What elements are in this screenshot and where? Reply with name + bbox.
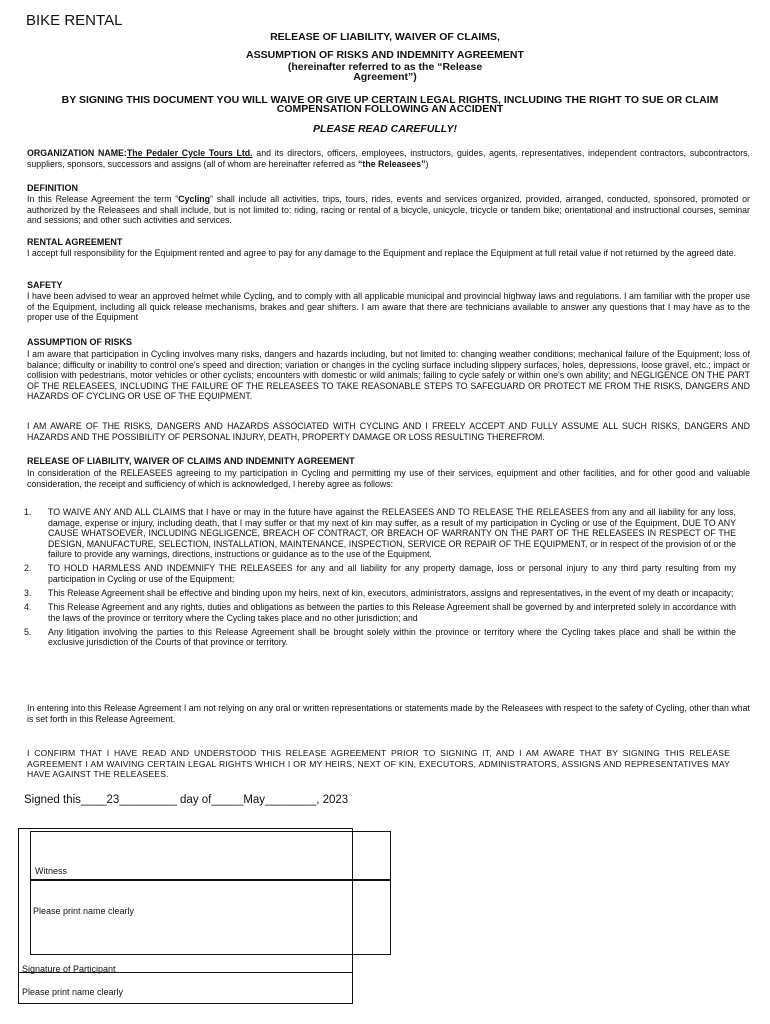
risks-paragraph: I am aware that participation in Cycling involves many risks, dangers and hazards including, but not limited to: changing weather conditions; mechanical failure of the Equipment; loss of balance; difficulty or inability to control one's speed and direction; variation or changes in the cycling surface including slippery surfaces, holes, depressions, loose gravel, etc.; impact or collision with pedestrians, motor vehicles or other cyclists; encounters with domestic or wild animals; failing to cycle safely or within one's own ability; and NEGLIGENCE ON THE PART OF THE RELEASEES, INCLUDING THE FAILURE OF THE RELEASEES TO TAKE REASONABLE STEPS TO SAFEGUARD OR PROTECT ME FROM THE RISKS, DANGERS AND HAZARDS OF CYCLING OR USE OF THE EQUIPMENT.	[27, 349, 750, 402]
item-number: 5.	[24, 626, 32, 637]
definition-heading: DEFINITION	[27, 183, 78, 193]
organization-label: ORGANIZATION NAME:	[27, 148, 127, 158]
release-terms-list	[24, 507, 736, 651]
organization-paragraph	[27, 148, 750, 169]
list-item	[24, 588, 736, 599]
title-line-4: Agreement”)	[353, 71, 417, 83]
release-intro: In consideration of the RELEASEES agreeing to my participation in Cycling and permitting my use of their services, equipment and other facilities, and for other good and valuable consideration, the receipt and sufficiency of which is acknowledged, I hereby agree as follows:	[27, 468, 750, 489]
witness-box[interactable]	[30, 831, 391, 881]
safety-heading: SAFETY	[27, 280, 63, 290]
list-item	[24, 507, 736, 560]
releasees-term: “the Releasees”	[358, 158, 426, 169]
confirmation-paragraph: I CONFIRM THAT I HAVE READ AND UNDERSTOOD THIS RELEASE AGREEMENT PRIOR TO SIGNING IT, AND I AM AWARE THAT BY SIGNING THIS RELEASE AGREEMENT I AM WAIVING CERTAIN LEGAL RIGHTS WHICH I OR MY HEIRS, NEXT OF KIN, EXECUTORS, ADMINISTRATORS, ASSIGNS AND REPRESENTATIVES MAY HAVE AGAINST THE RELEASEES.	[27, 748, 730, 780]
release-heading: RELEASE OF LIABILITY, WAIVER OF CLAIMS AND INDEMNITY AGREEMENT	[27, 456, 355, 466]
cycling-term: Cycling	[178, 194, 211, 204]
title-line-2: ASSUMPTION OF RISKS AND INDEMNITY AGREEMENT	[246, 49, 524, 61]
warning-line-2: COMPENSATION FOLLOWING AN ACCIDENT	[276, 103, 504, 115]
definition-text: In this Release Agreement the term “	[27, 194, 179, 204]
item-text: This Release Agreement shall be effective and binding upon my heirs, next of kin, executors, administrators, assigns and representatives, in the event of my death or incapacity;	[48, 587, 734, 598]
item-text: TO WAIVE ANY AND ALL CLAIMS that I have or may in the future have against the RELEASEES AND TO RELEASE THE RELEASEES from any and all liability for any loss, damage, expense or injury, including death, that I may suffer or that my next of kin may suffer, as a result of my participation in Cycling or use of the Equipment, DUE TO ANY CAUSE WHATSOEVER, INCLUDING NEGLIGENCE, BREACH OF CONTRACT, OR BREACH OF WARRANTY ON THE PART OF THE RELEASEES IN RESPECT OF THE DESIGN, MANUFACTURE, SELECTION, INSTALLATION, MAINTENANCE, INSPECTION, SERVICE OR REPAIR OF THE EQUIPMENT, or in respect of the provision of or the failure to provide any warnings, directions, instructions or guidance as to the use of the Equipment.	[48, 507, 736, 560]
item-number: 2.	[24, 563, 32, 574]
item-text: Any litigation involving the parties to this Release Agreement shall be brought solely within the province or territory where the Cycling takes place and shall be within the exclusive jurisdiction of the Courts of that province or territory.	[48, 626, 736, 648]
risks-aware-paragraph: I AM AWARE OF THE RISKS, DANGERS AND HAZARDS ASSOCIATED WITH CYCLING AND I FREELY ACCEPT AND FULLY ASSUME ALL SUCH RISKS, DANGERS AND HAZARDS AND THE POSSIBILITY OF PERSONAL INJURY, DEATH, PROPERTY DAMAGE OR LOSS RESULTING THEREFROM.	[27, 421, 750, 442]
witness-label: Witness	[35, 866, 68, 876]
item-text: TO HOLD HARMLESS AND INDEMNIFY THE RELEASEES for any and all liability for any property damage, loss or personal injury to any third party resulting from my participation in Cycling or use of the Equipment;	[48, 563, 736, 584]
item-text: This Release Agreement and any rights, duties and obligations as between the parties to this Release Agreement shall be governed by and interpreted solely in accordance with the laws of the province or territory where the Cycling takes place and no other jurisdiction; and	[48, 601, 736, 623]
rental-paragraph: I accept full responsibility for the Equipment rented and agree to pay for any damage to the Equipment and replace the Equipment at full retail value if not returned by the agreed date.	[27, 248, 737, 258]
list-item	[24, 627, 736, 648]
document-label: BIKE RENTAL	[26, 12, 123, 29]
release-closing: In entering into this Release Agreement I am not relying on any oral or written representations or statements made by the Releasees with respect to the safety of Cycling, other than what is set forth in this Release Agreement.	[27, 703, 750, 724]
participant-signature-label: Signature of Participant	[22, 964, 116, 974]
definition-paragraph	[27, 194, 750, 226]
item-number: 3.	[24, 587, 32, 598]
item-number: 1.	[24, 507, 32, 517]
safety-paragraph: I have been advised to wear an approved helmet while Cycling, and to comply with all applicable municipal and provincial highway laws and regulations. I am familiar with the proper use of the Equipment, including all quick release mechanisms, brakes and gear shifters. I am aware that there are technicians available to answer any questions that I may have as to the proper use of the Equipment	[27, 291, 750, 323]
list-item	[24, 602, 736, 623]
witness-print-name-box[interactable]	[30, 879, 391, 955]
title-line-3: (hereinafter referred to as the “Release	[287, 61, 483, 73]
definition-text-end: ” shall include all activities, trips, tours, rides, events and services organized, provided, arranged, conducted, sponsored, promoted or authorized by the Releasees and shall include, but is not limited to: riding, racing or rental of a bicycle, unicycle, tricycle or tandem bike; orientational and instructional courses, seminar and sessions; and other such activities and services.	[27, 194, 750, 226]
list-item	[24, 563, 736, 584]
warning-line-1: BY SIGNING THIS DOCUMENT YOU WILL WAIVE OR GIVE UP CERTAIN LEGAL RIGHTS, INCLUDING THE RIGHT TO SUE OR CLAIM	[61, 94, 719, 106]
title-line-1: RELEASE OF LIABILITY, WAIVER OF CLAIMS,	[270, 31, 500, 43]
item-number: 4.	[24, 601, 32, 612]
risks-heading: ASSUMPTION OF RISKS	[27, 337, 133, 347]
organization-text: and its directors, officers, employees, instructors, guides, agents, representatives, independent contractors, subcontractors, suppliers, sponsors, successors and assigns (all of whom are hereinafter referred as	[27, 148, 750, 169]
rental-heading: RENTAL AGREEMENT	[27, 237, 123, 247]
read-carefully: PLEASE READ CAREFULLY!	[313, 123, 457, 135]
organization-name: The Pedaler Cycle Tours Ltd.	[126, 148, 253, 158]
witness-print-name-label: Please print name clearly	[33, 906, 135, 916]
participant-print-name-label: Please print name clearly	[22, 987, 124, 997]
organization-text-end: )	[425, 158, 429, 169]
signed-date-line[interactable]: Signed this____23_________ day of_____May________, 2023	[24, 794, 349, 806]
